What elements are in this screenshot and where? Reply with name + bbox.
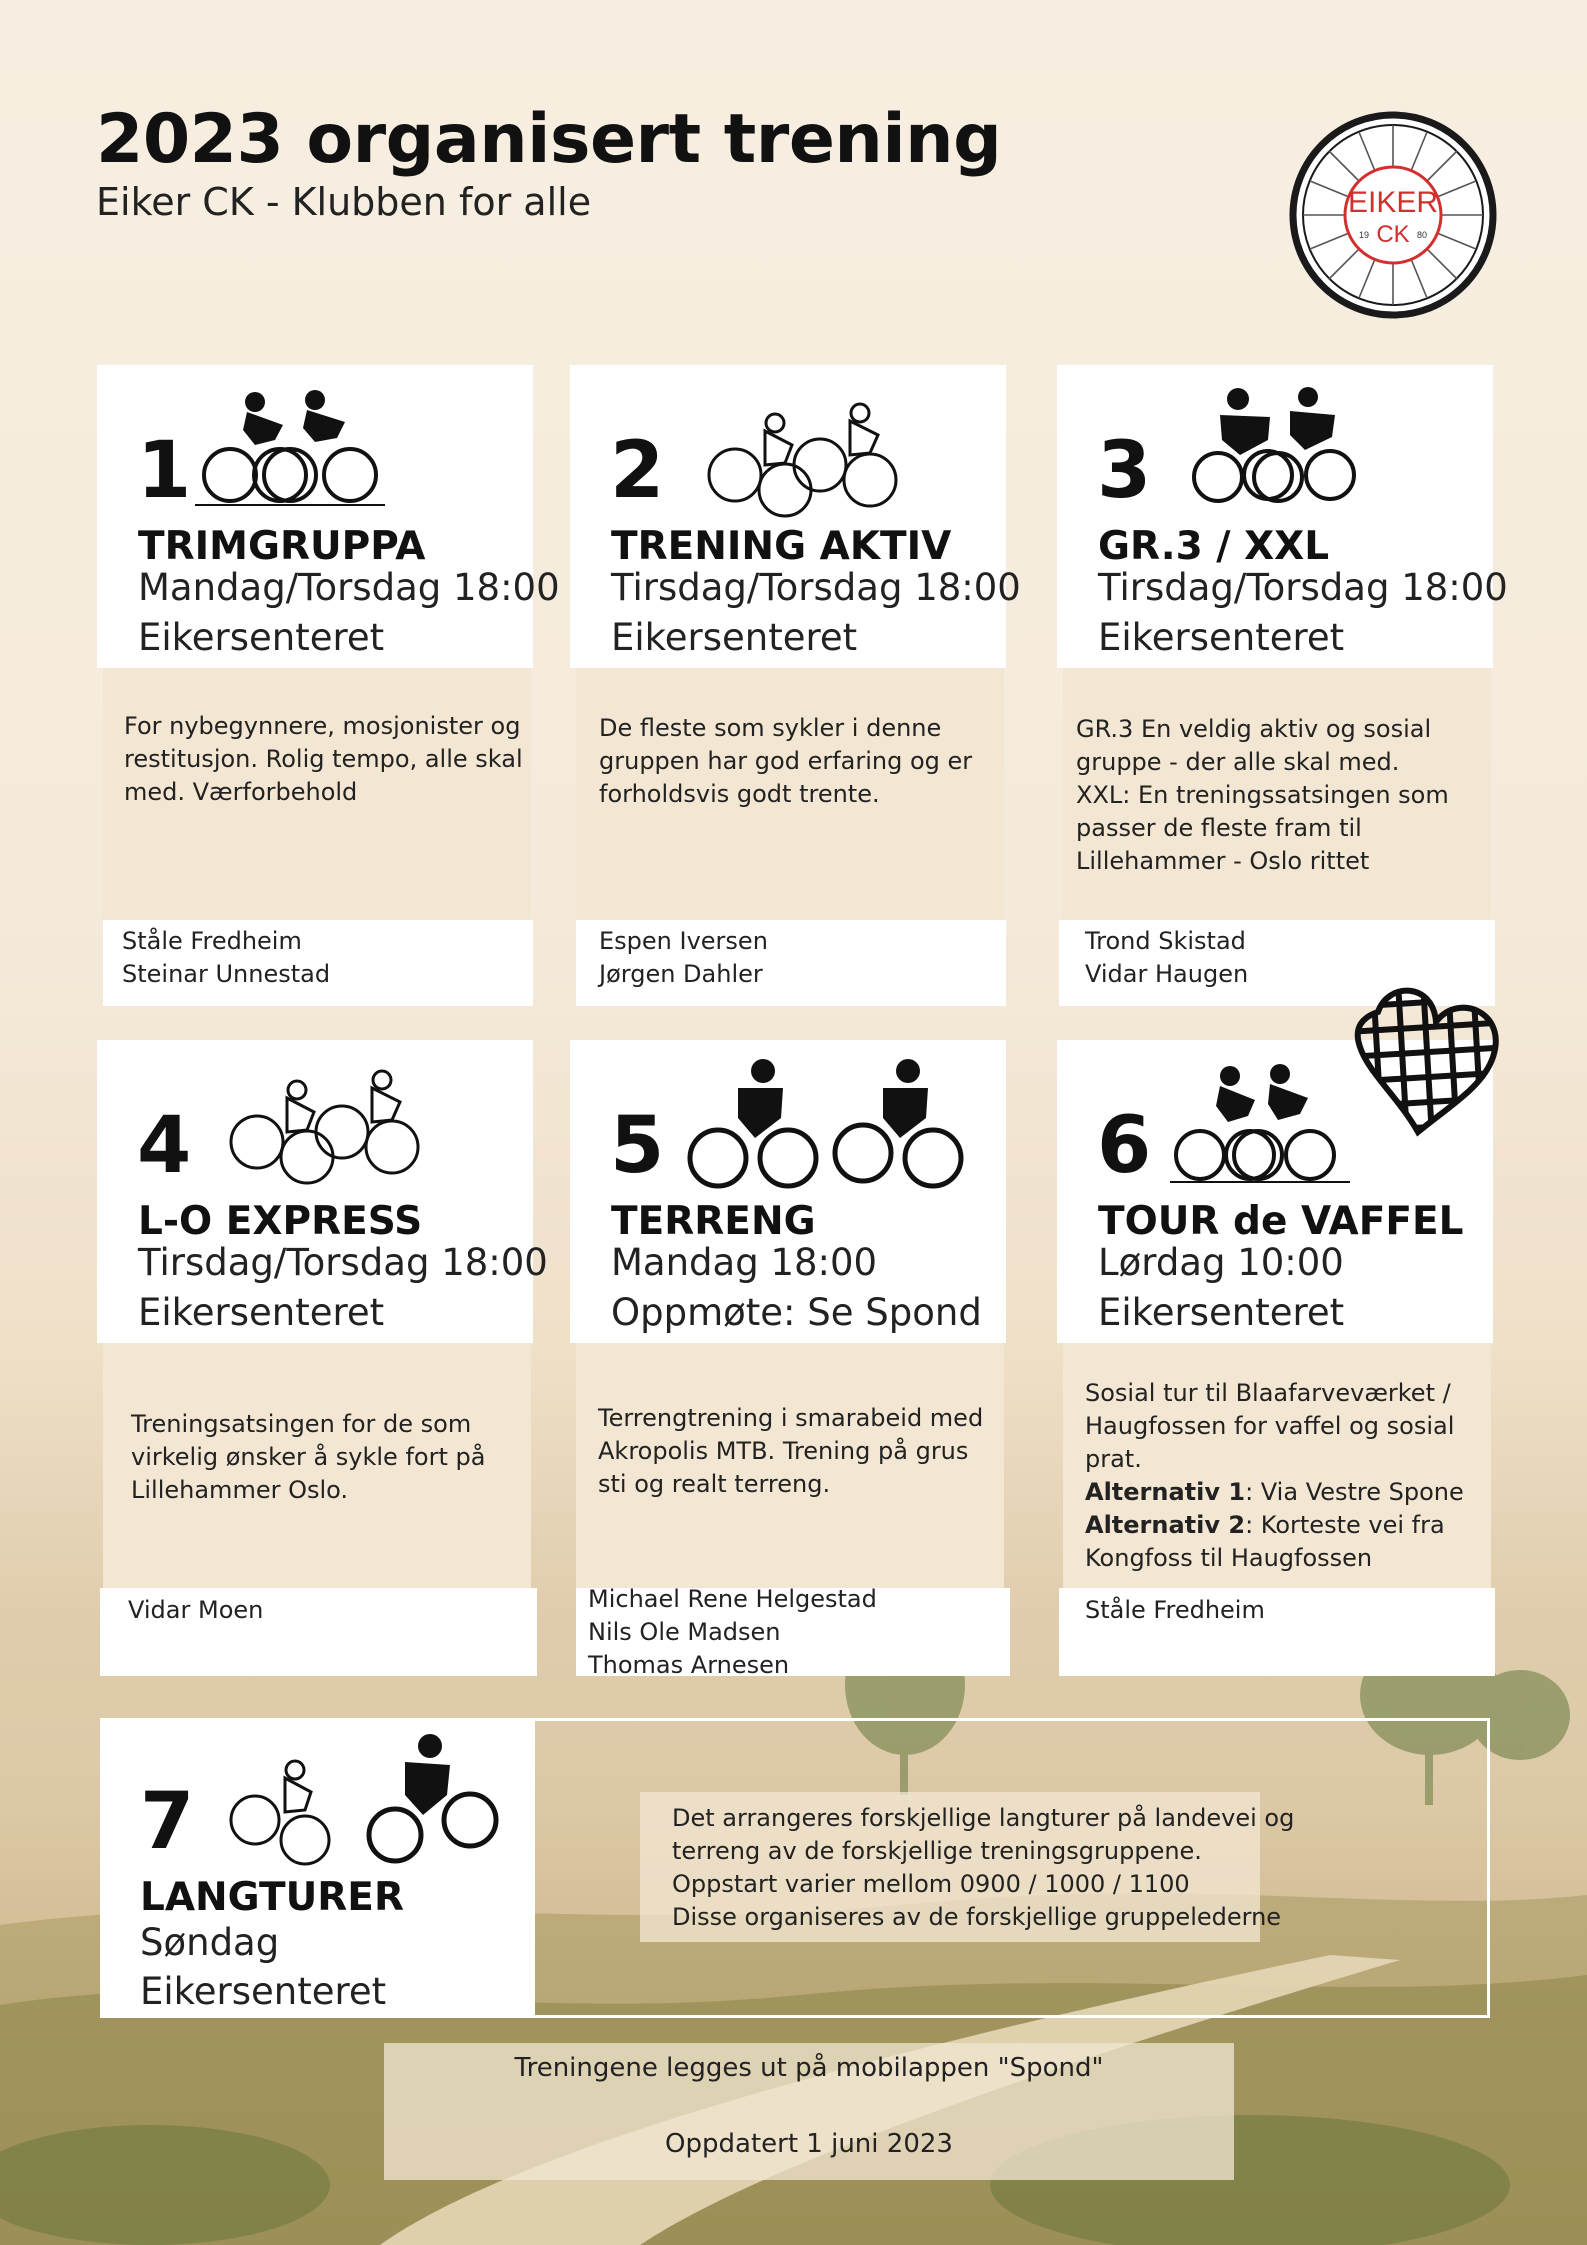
club-logo xyxy=(1288,110,1498,320)
group-location: Eikersenteret xyxy=(138,1291,385,1334)
group-name: LANGTURER xyxy=(140,1875,404,1920)
group-location: Oppmøte: Se Spond xyxy=(611,1291,982,1334)
group-leaders: Ståle Fredheim xyxy=(1085,1596,1265,1624)
group-schedule: Lørdag 10:00 xyxy=(1098,1241,1344,1284)
group-number: 1 xyxy=(137,426,192,516)
footer-updated-line: Oppdatert 1 juni 2023 xyxy=(665,2129,953,2159)
group-location: Eikersenteret xyxy=(611,616,858,659)
group-description: Det arrangeres forskjellige langturer på landevei og terreng av de forskjellige treningsgruppene. Oppstart varier mellom 0900 / 1000 / 1100 Disse organiseres av de forskjellige gruppelederne xyxy=(672,1804,1295,1931)
group-number: 4 xyxy=(137,1101,192,1191)
racing-cyclists-icon xyxy=(700,395,900,525)
logo-year-left: 19 xyxy=(1358,230,1370,240)
group-location: Eikersenteret xyxy=(1098,1291,1345,1334)
tandem-cyclists-icon xyxy=(195,380,405,510)
group-leaders: Espen Iversen Jørgen Dahler xyxy=(599,927,768,988)
group-name: TERRENG xyxy=(611,1199,816,1244)
page-subtitle: Eiker CK - Klubben for alle xyxy=(96,180,592,224)
group-schedule: Tirsdag/Torsdag 18:00 xyxy=(138,1241,548,1284)
group-schedule: Mandag 18:00 xyxy=(611,1241,878,1284)
group-number: 6 xyxy=(1097,1101,1152,1191)
group-leaders: Michael Rene Helgestad Nils Ole Madsen Thomas Arnesen xyxy=(588,1585,877,1679)
racing-cyclists-icon xyxy=(222,1062,422,1192)
group-description: Sosial tur til Blaafarveværket / Haugfossen for vaffel og sosial prat. Alternativ 1: Via Vestre Spone Alternativ 2: Korteste vei fra Kongfoss til Haugfossen xyxy=(1085,1379,1464,1572)
group-description: De fleste som sykler i denne gruppen har god erfaring og er forholdsvis godt trente. xyxy=(599,714,973,808)
group-description: GR.3 En veldig aktiv og sosial gruppe - der alle skal med. XXL: En treningssatsingen som passer de fleste fram til Lillehammer - Oslo rittet xyxy=(1076,715,1449,875)
mountain-bikers-icon xyxy=(683,1058,968,1193)
group-leaders: Vidar Moen xyxy=(128,1596,264,1624)
group-description: For nybegynnere, mosjonister og restitusjon. Rolig tempo, alle skal med. Værforbehold xyxy=(124,712,523,806)
group-location: Eikersenteret xyxy=(138,616,385,659)
group-number: 7 xyxy=(140,1777,195,1867)
group-schedule: Tirsdag/Torsdag 18:00 xyxy=(611,566,1021,609)
road-cyclists-icon xyxy=(1190,385,1365,510)
logo-year-right: 80 xyxy=(1416,230,1428,240)
group-schedule: Tirsdag/Torsdag 18:00 xyxy=(1098,566,1508,609)
mixed-cyclists-icon xyxy=(225,1730,505,1875)
logo-text-ck: CK xyxy=(1376,221,1410,248)
footer-notice xyxy=(384,2043,1234,2180)
group-number: 2 xyxy=(610,426,665,516)
group-name: TOUR de VAFFEL xyxy=(1098,1199,1464,1244)
logo-text-eiker: EIKER xyxy=(1347,186,1439,219)
group-name: TRIMGRUPPA xyxy=(138,524,426,569)
group-location: Eikersenteret xyxy=(1098,616,1345,659)
tandem-cyclists-icon xyxy=(1170,1060,1360,1190)
group-location: Eikersenteret xyxy=(140,1970,387,2013)
footer-spond-line: Treningene legges ut på mobilappen "Spond" xyxy=(514,2053,1104,2083)
waffle-heart-icon xyxy=(1348,982,1510,1154)
group-number: 5 xyxy=(610,1101,665,1191)
group-schedule: Mandag/Torsdag 18:00 xyxy=(138,566,560,609)
group-description: Treningsatsingen for de som virkelig ønsker å sykle fort på Lillehammer Oslo. xyxy=(131,1410,486,1504)
group-description: Terrengtrening i smarabeid med Akropolis MTB. Trening på grus sti og realt terreng. xyxy=(598,1404,984,1498)
group-name: L-O EXPRESS xyxy=(138,1199,423,1244)
group-name: GR.3 / XXL xyxy=(1098,524,1330,569)
group-number: 3 xyxy=(1097,426,1152,516)
group-leaders: Trond Skistad Vidar Haugen xyxy=(1085,927,1249,988)
group-schedule: Søndag xyxy=(140,1921,280,1964)
group-name: TRENING AKTIV xyxy=(611,524,952,569)
group-leaders: Ståle Fredheim Steinar Unnestad xyxy=(122,927,331,988)
page-title: 2023 organisert trening xyxy=(96,100,1002,179)
